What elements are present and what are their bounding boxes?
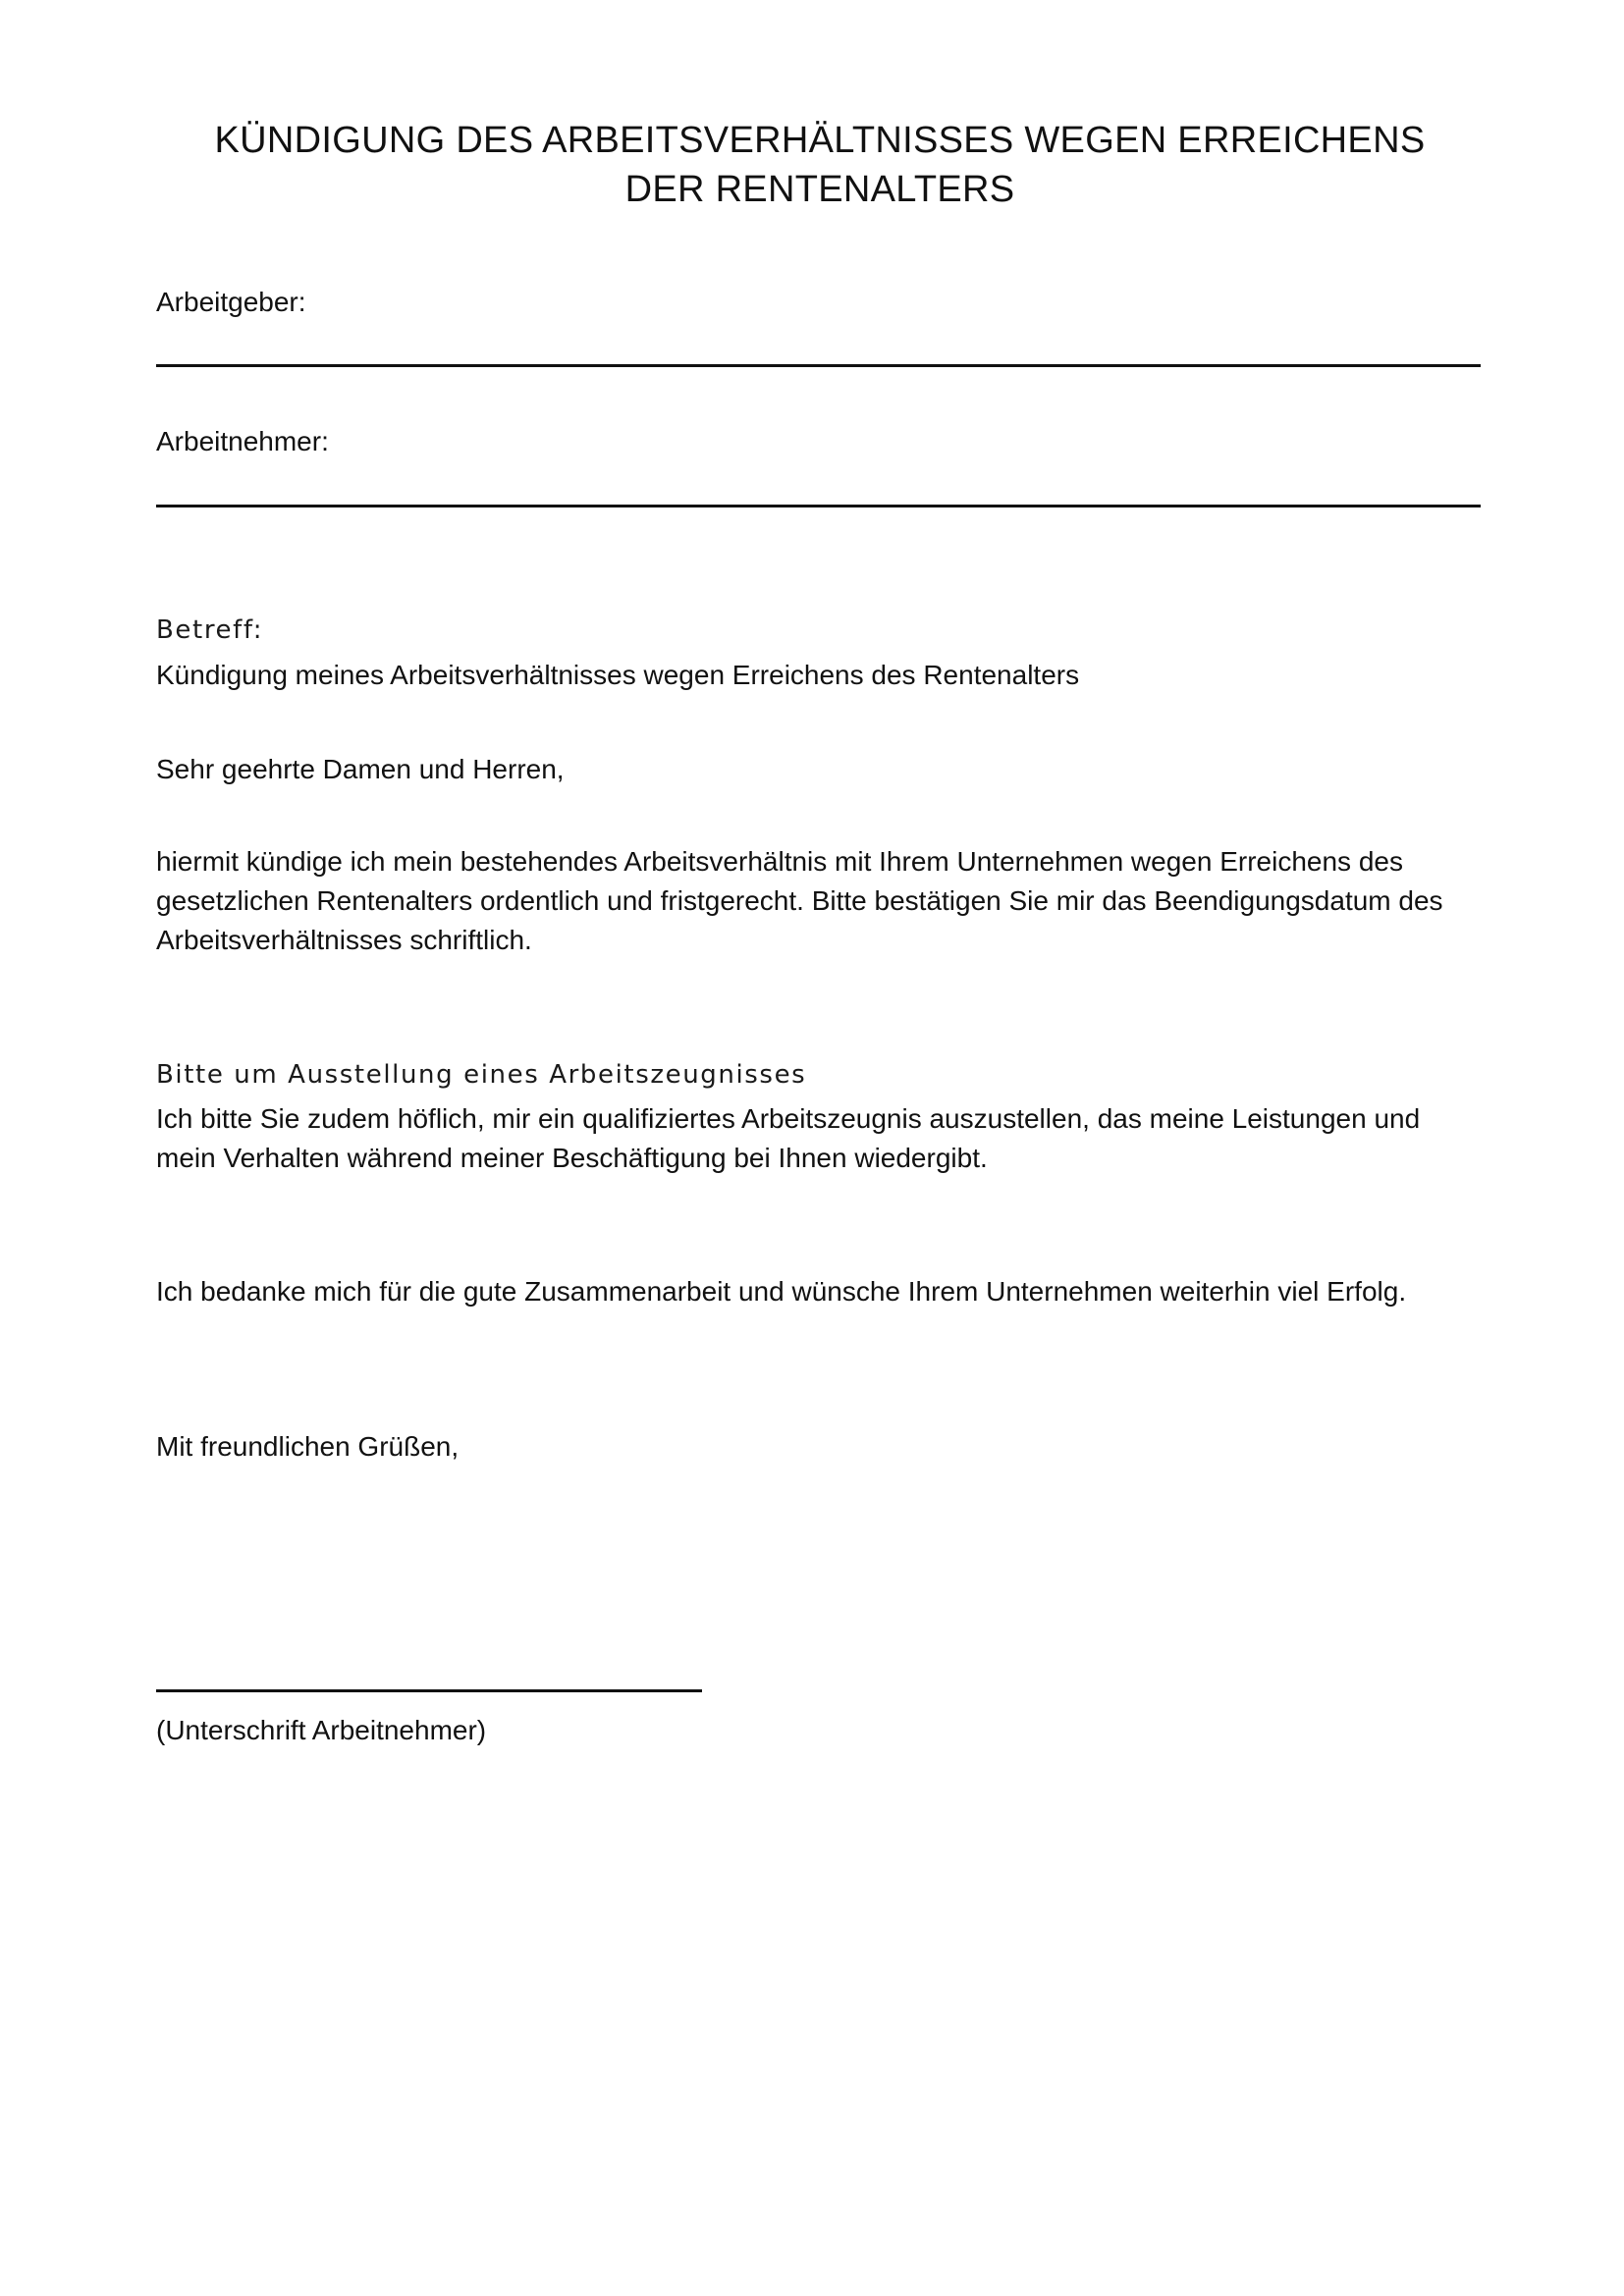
page-title <box>157 116 1483 214</box>
subject-text: Kündigung meines Arbeitsverhältnisses wegen Erreichens des Rentenalters <box>156 660 1080 690</box>
title-line-1: KÜNDIGUNG DES ARBEITSVERHÄLTNISSES WEGEN ERREICHENS <box>214 120 1426 161</box>
body-line-3: Arbeitsverhältnisses schriftlich. <box>156 925 532 955</box>
signature-caption: (Unterschrift Arbeitnehmer) <box>156 1715 487 1745</box>
thanks-text: Ich bedanke mich für die gute Zusammenarbeit und wünsche Ihrem Unternehmen weiterhin viel Erfolg. <box>156 1276 1407 1307</box>
title-line-2: DER RENTENALTERS <box>624 169 1015 210</box>
closing-text: Mit freundlichen Grüßen, <box>156 1431 460 1462</box>
employer-label: Arbeitgeber: <box>156 287 306 317</box>
reference-paragraph <box>156 1099 1491 1178</box>
body-line-1: hiermit kündige ich mein bestehendes Arbeitsverhältnis mit Ihrem Unternehmen wegen Erreichens des <box>156 846 1403 877</box>
subject-label: Betreff: <box>156 615 264 645</box>
signature-line <box>156 1689 702 1692</box>
reference-heading: Bitte um Ausstellung eines Arbeitszeugnisses <box>156 1060 807 1090</box>
employee-line <box>156 505 1481 507</box>
reference-line-1: Ich bitte Sie zudem höflich, mir ein qualifiziertes Arbeitszeugnis auszustellen, das meine Leistungen und <box>156 1103 1421 1134</box>
body-paragraph <box>156 842 1491 960</box>
salutation: Sehr geehrte Damen und Herren, <box>156 754 565 784</box>
body-line-2: gesetzlichen Rentenalters ordentlich und fristgerecht. Bitte bestätigen Sie mir das Beendigungsdatum des <box>156 885 1443 916</box>
employer-line <box>156 364 1481 367</box>
employee-label: Arbeitnehmer: <box>156 426 329 456</box>
reference-line-2: mein Verhalten während meiner Beschäftigung bei Ihnen wiedergibt. <box>156 1143 988 1173</box>
